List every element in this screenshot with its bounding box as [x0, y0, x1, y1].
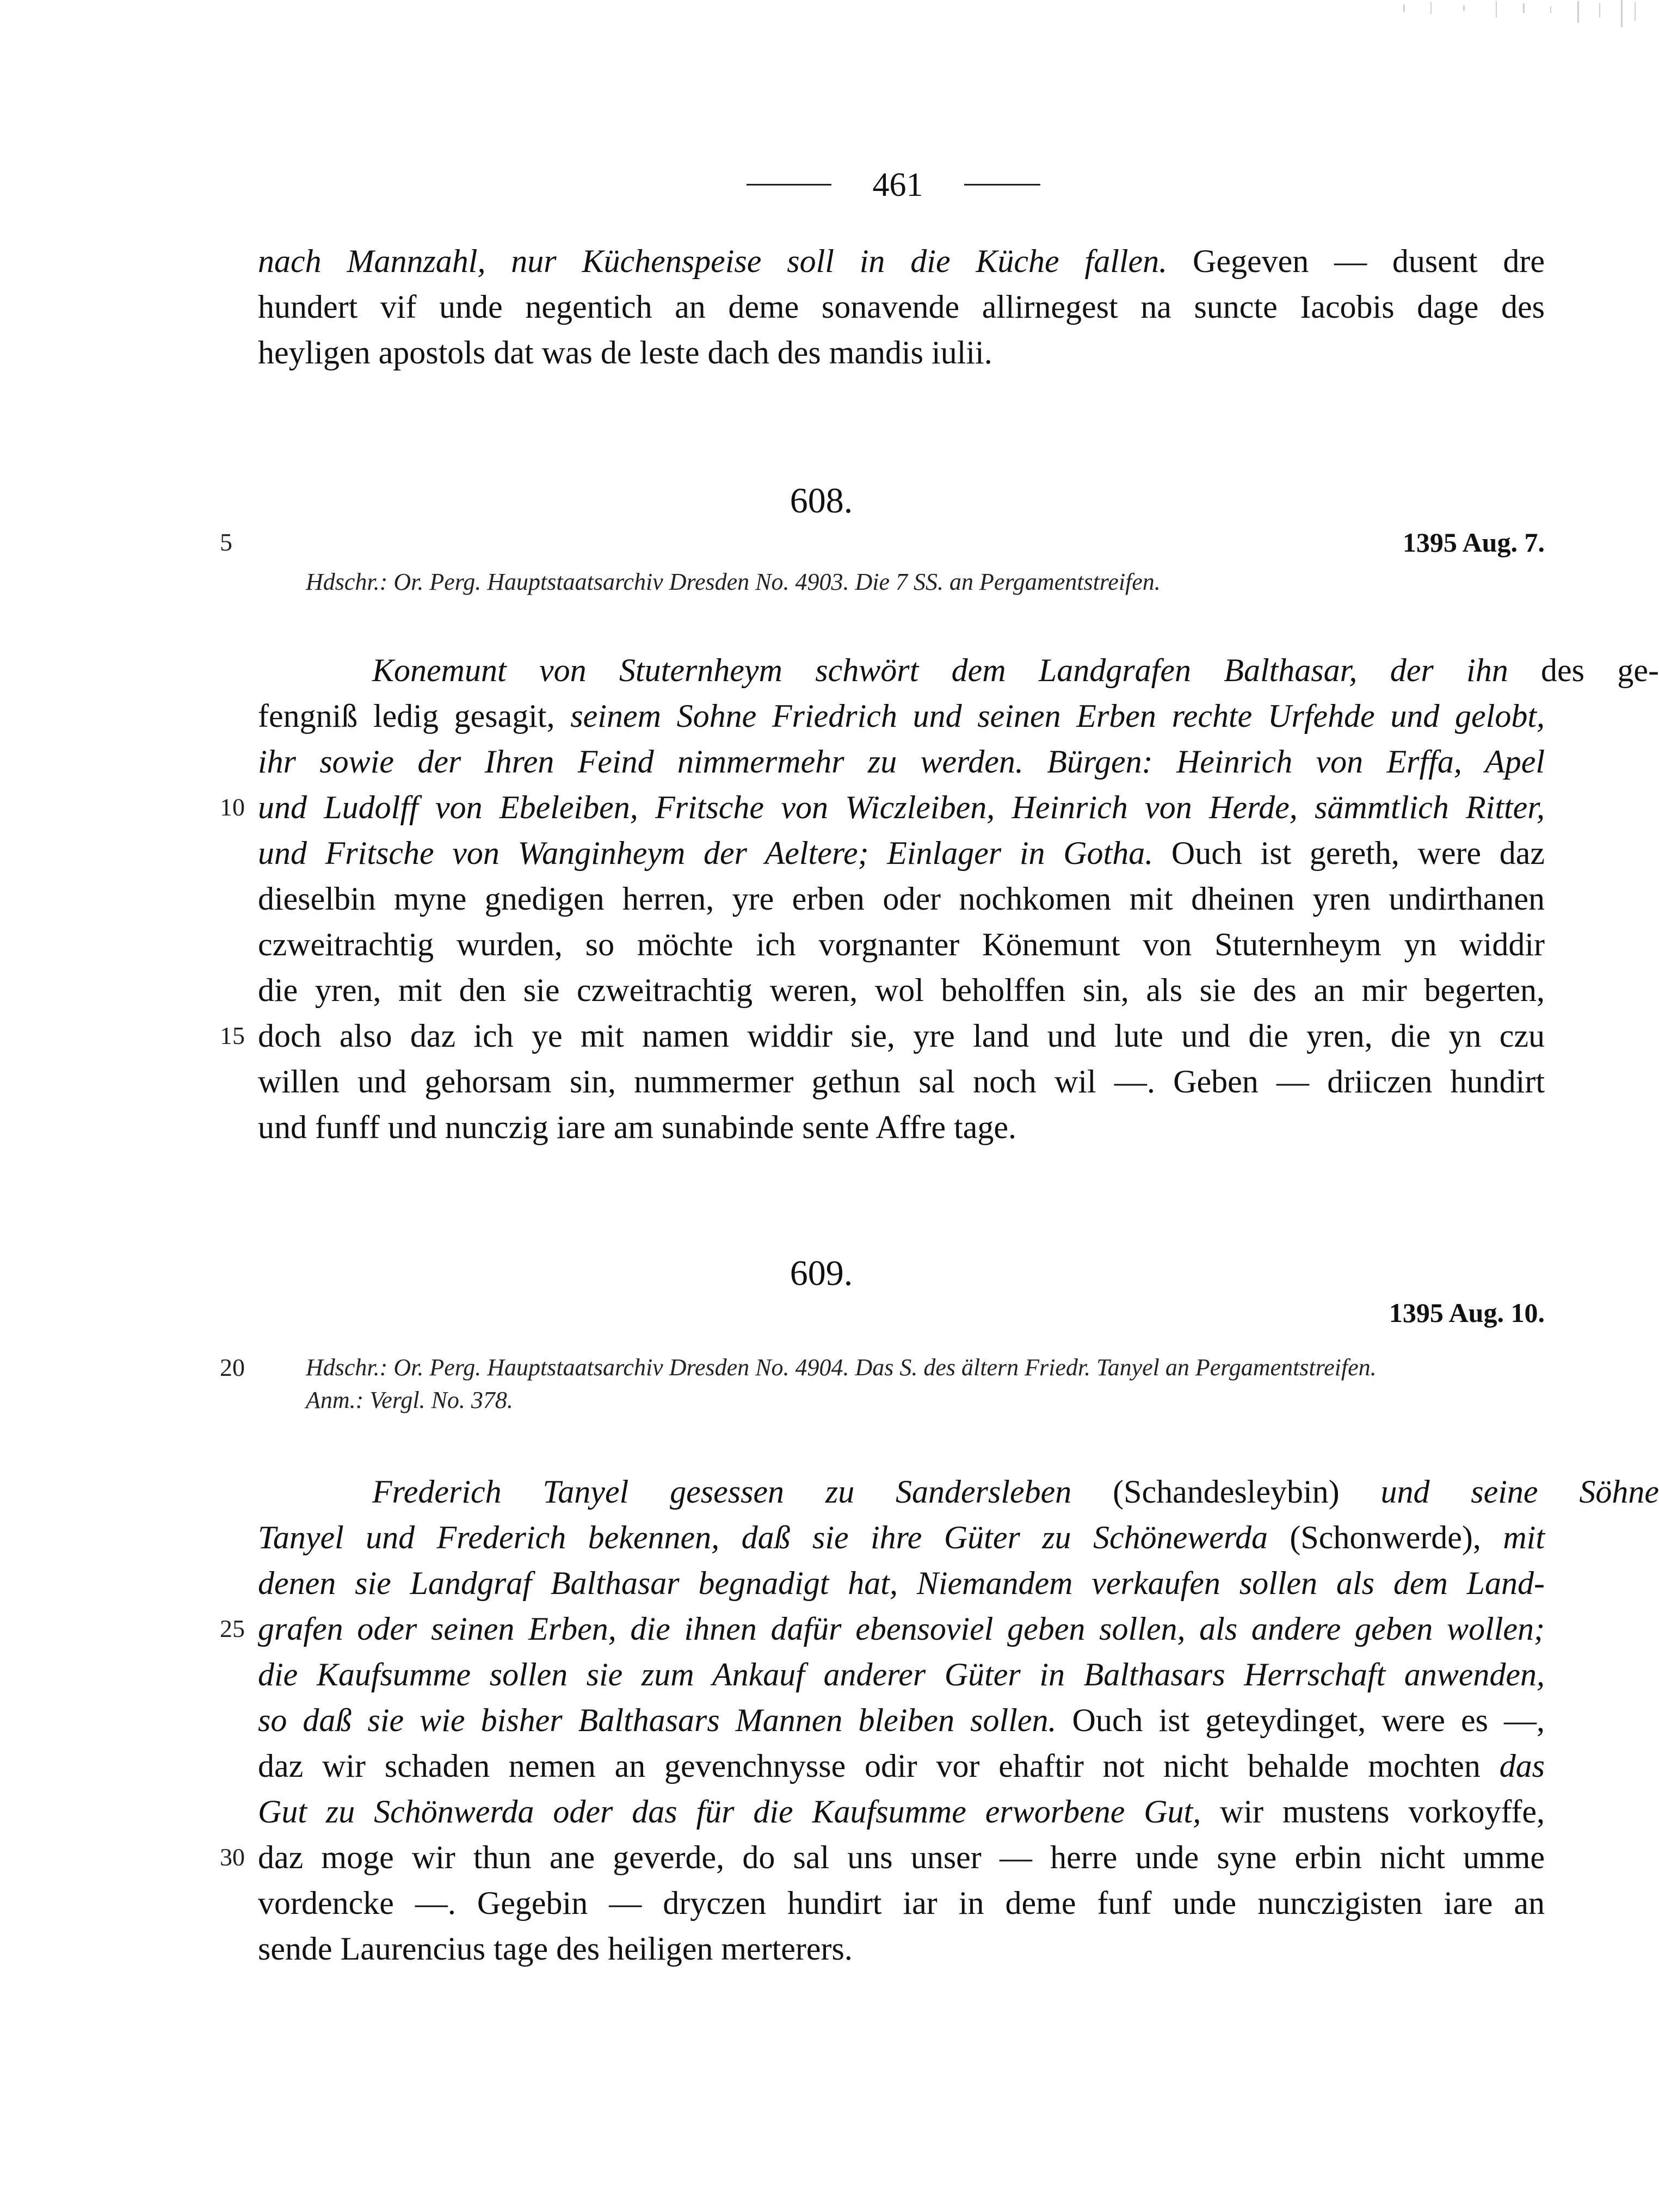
italic-segment: und Fritsche von Wanginheym der Aeltere; Einlager in Gotha.: [258, 835, 1154, 871]
entry-text-608: [258, 647, 1659, 1150]
text-line: [258, 830, 1545, 876]
text-line: [258, 1789, 1545, 1834]
text-line: [258, 1013, 1545, 1059]
text-segment: wir mustens vorkoyffe,: [1201, 1794, 1545, 1830]
text-line: [258, 1880, 1545, 1926]
text-line: [258, 739, 1545, 784]
text-segment: (Schonwerde),: [1267, 1519, 1503, 1555]
source-line: Hdschr.: Or. Perg. Hauptstaatsarchiv Dresden No. 4903. Die 7 SS. an Pergamentstreifen.: [306, 569, 1161, 595]
italic-segment: und Ludolff von Ebeleiben, Fritsche von Wiczleiben, Heinrich von Herde, sämmtlich Ritter,: [258, 789, 1545, 825]
text-line: [258, 1059, 1545, 1104]
italic-segment: nach Mannzahl, nur Küchenspeise soll in die Küche fallen.: [258, 243, 1168, 279]
text-segment: (Schandesleybin): [1071, 1474, 1381, 1510]
source-note-608: [306, 566, 1545, 598]
text-line: [258, 1743, 1545, 1789]
italic-segment: ihr sowie der Ihren Feind nimmermehr zu werden. Bürgen: Heinrich von Erffa, Apel: [258, 744, 1545, 780]
entry-number-608: 608.: [790, 481, 853, 521]
text-segment: vordencke —. Gegebin — dryczen hundirt iar in deme funf unde nunczigisten iare an: [258, 1885, 1545, 1921]
page-number: 461: [872, 166, 923, 203]
text-line: [258, 1560, 1545, 1606]
text-segment: Ouch ist gereth, were daz: [1153, 835, 1545, 871]
text-segment: Gegeven — dusent dre: [1167, 243, 1545, 279]
text-line: [258, 1697, 1545, 1743]
entry-date-608: 1395 Aug. 7.: [1402, 527, 1545, 558]
text-line: [258, 330, 1545, 375]
italic-segment: Gut zu Schönwerda oder das für die Kaufsumme erworbene Gut,: [258, 1794, 1201, 1830]
text-segment: heyligen apostols dat was de leste dach des mandis iulii.: [258, 335, 992, 370]
text-line: [258, 1834, 1545, 1880]
entry-date-609: 1395 Aug. 10.: [1389, 1297, 1545, 1328]
italic-segment: denen sie Landgraf Balthasar begnadigt hat, Niemandem verkaufen sollen als dem Land-: [258, 1565, 1545, 1601]
text-line: [258, 876, 1545, 922]
line-number: 30: [220, 1843, 245, 1871]
text-line: [258, 922, 1545, 967]
text-segment: daz moge wir thun ane geverde, do sal uns unser — herre unde syne erbin nicht umme: [258, 1839, 1545, 1875]
text-segment: und funff und nunczig iare am sunabinde sente Affre tage.: [258, 1109, 1017, 1145]
source-line: Hdschr.: Or. Perg. Hauptstaatsarchiv Dresden No. 4904. Das S. des ältern Friedr. Tanyel an Pergamentstreifen.: [306, 1354, 1377, 1381]
text-segment: daz wir schaden nemen an gevenchnysse odir vor ehaftir not nicht behalde mochten: [258, 1748, 1500, 1784]
italic-segment: grafen oder seinen Erben, die ihnen dafür ebensoviel geben sollen, als andere geben wollen;: [258, 1611, 1545, 1647]
italic-segment: Tanyel und Frederich bekennen, daß sie ihre Güter zu Schönewerda: [258, 1519, 1268, 1555]
text-segment: sende Laurencius tage des heiligen merterers.: [258, 1931, 853, 1967]
source-line: Anm.: Vergl. No. 378.: [306, 1387, 513, 1413]
italic-segment: mit: [1503, 1519, 1545, 1555]
page-header: [0, 163, 1643, 207]
line-number: 15: [220, 1022, 245, 1049]
text-line: [258, 284, 1545, 330]
text-line: [258, 967, 1545, 1013]
italic-segment: das: [1499, 1748, 1545, 1784]
text-segment: doch also daz ich ye mit namen widdir sie, yre land und lute und die yren, die yn czu: [258, 1018, 1545, 1054]
text-segment: die yren, mit den sie czweitrachtig weren, wol beholffen sin, als sie des an mir begerten,: [258, 972, 1545, 1008]
text-segment: czweitrachtig wurden, so möchte ich vorgnanter Könemunt von Stuternheym yn widdir: [258, 926, 1545, 962]
header-rule-right: [964, 184, 1040, 186]
text-segment: hundert vif unde negentich an deme sonavende allirnegest na suncte Iacobis dage des: [258, 289, 1545, 325]
text-line: [258, 238, 1545, 284]
text-segment: des ge-: [1508, 652, 1659, 688]
italic-segment: seinem Sohne Friedrich und seinen Erben rechte Urfehde und gelobt,: [570, 698, 1545, 734]
text-line: [258, 784, 1545, 830]
text-segment: dieselbin myne gnedigen herren, yre erben oder nochkomen mit dheinen yren undirthanen: [258, 881, 1545, 917]
line-number: 10: [220, 793, 245, 821]
text-line: [258, 1104, 1545, 1150]
text-line: [258, 647, 1659, 693]
entry-text-609: [258, 1469, 1659, 1972]
text-line: [258, 1926, 1545, 1972]
text-line: [258, 1515, 1545, 1560]
italic-segment: Konemunt von Stuternheym schwört dem Landgrafen Balthasar, der ihn: [372, 652, 1508, 688]
text-line: [258, 1469, 1659, 1515]
continuation-text: [258, 238, 1545, 375]
entry-number-609: 609.: [790, 1253, 853, 1293]
text-segment: fengniß ledig gesagit,: [258, 698, 571, 734]
italic-segment: die Kaufsumme sollen sie zum Ankauf anderer Güter in Balthasars Herrschaft anwenden,: [258, 1657, 1545, 1692]
text-line: [258, 693, 1545, 739]
italic-segment: und seine Söhne: [1380, 1474, 1659, 1510]
source-note-609: [306, 1351, 1545, 1417]
italic-segment: Frederich Tanyel gesessen zu Sandersleben: [372, 1474, 1072, 1510]
italic-segment: so daß sie wie bisher Balthasars Mannen bleiben sollen.: [258, 1702, 1057, 1738]
header-rule-left: [747, 184, 831, 186]
text-line: [258, 1652, 1545, 1697]
line-number: 5: [220, 528, 232, 556]
text-line: [258, 1606, 1545, 1652]
line-number: 20: [220, 1354, 245, 1381]
text-segment: Ouch ist geteydinget, were es —,: [1056, 1702, 1545, 1738]
line-number: 25: [220, 1615, 245, 1642]
scan-noise: [1382, 0, 1643, 44]
text-segment: willen und gehorsam sin, nummermer gethun sal noch wil —. Geben — driiczen hundirt: [258, 1064, 1545, 1099]
